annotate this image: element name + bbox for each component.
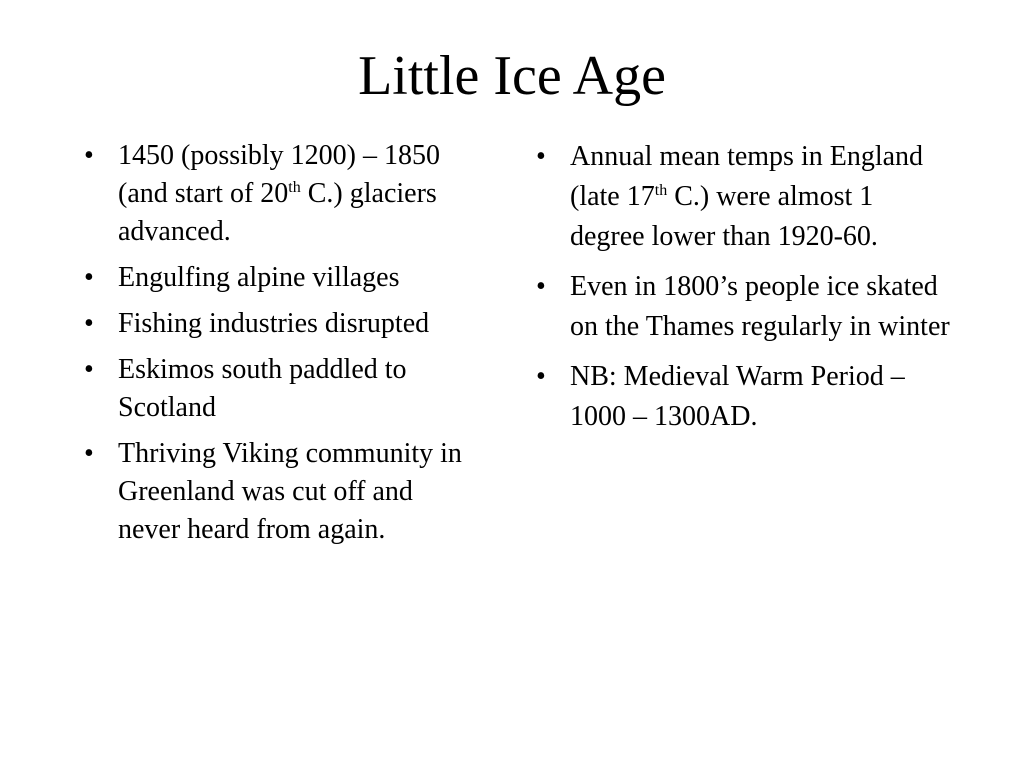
right-bullet-list <box>532 137 952 447</box>
bullet-icon: • <box>84 438 94 469</box>
bullet-item <box>532 357 952 437</box>
bullet-icon: • <box>84 140 94 171</box>
bullet-text: 1450 (possibly 1200) – 1850 (and start of 20 <box>118 140 440 209</box>
bullet-item <box>80 259 480 297</box>
bullet-item <box>80 137 480 251</box>
bullet-item <box>532 137 952 257</box>
bullet-icon: • <box>84 262 94 293</box>
bullet-item <box>80 435 480 549</box>
bullet-text: Even in 1800’s people ice skated on the Thames regularly in winter <box>570 271 950 342</box>
ordinal-superscript: th <box>654 182 668 199</box>
bullet-item <box>532 267 952 347</box>
bullet-text: Thriving Viking community in Greenland was cut off and never heard from again. <box>118 438 462 545</box>
bullet-item <box>80 305 480 343</box>
bullet-icon: • <box>84 354 94 385</box>
ordinal-superscript: th <box>288 179 301 196</box>
slide-title: Little Ice Age <box>358 45 666 107</box>
bullet-text: C.) glaciers advanced. <box>118 178 437 247</box>
bullet-text: Fishing industries disrupted <box>118 308 430 339</box>
bullet-icon: • <box>536 271 546 302</box>
bullet-text: Annual mean temps in England (late 17 <box>570 141 924 212</box>
bullet-text: NB: Medieval Warm Period – 1000 – 1300AD. <box>570 361 905 432</box>
bullet-icon: • <box>84 308 94 339</box>
bullet-text: Eskimos south paddled to Scotland <box>118 354 407 423</box>
bullet-text: Engulfing alpine villages <box>118 262 400 293</box>
bullet-icon: • <box>536 361 546 392</box>
bullet-text: C.) were almost 1 degree lower than 1920-60. <box>570 181 878 252</box>
bullet-icon: • <box>536 141 546 172</box>
bullet-item <box>80 351 480 427</box>
left-bullet-list <box>80 137 480 557</box>
